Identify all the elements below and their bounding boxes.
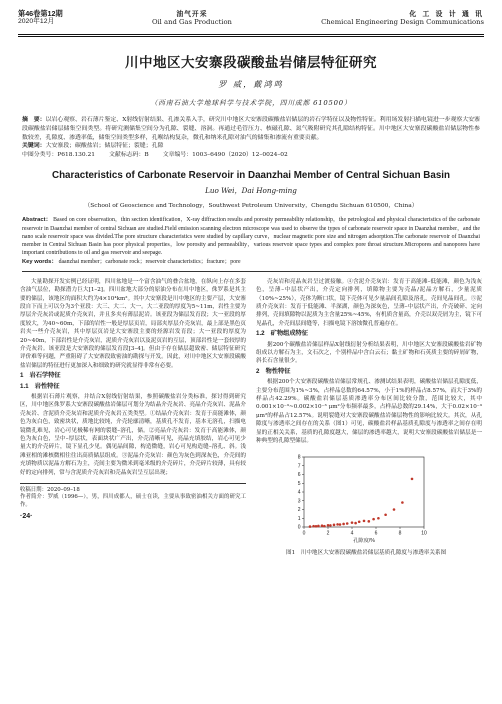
section-2-paragraph: 根据200个大安寨段碳酸盐岩储层常规孔、渗测试结果表明，碳酸盐岩储层孔隙度低，主要分布范围为1%~3%，占样品总数的64.57%，小于1%的样品占8.57%，而大于3%的样品占42.29%。碳酸盐岩储层基质渗透率分布区间比较分散，范围比较大，其中0.001×10⁻³~0.002×10⁻³ μm²分布频率最多，占样品总数的29.14%，大于0.02×10⁻³ μm²的样品占12.57%。说明裂缝对大安寨段碳酸盐岩储层物性的影响比较大。其次，从孔隙度与渗透率之间存在的关系（图1）可见，碳酸盐岩样品基质孔隙度与渗透率之间存在明显的正相关关系，基质的孔隙度越大，储层的渗透率越大，说明大安寨段碳酸盐岩储层是一种典型的孔隙型储层。 xyxy=(256,379,482,445)
chart-points xyxy=(309,478,414,528)
data-point xyxy=(321,525,324,528)
data-point xyxy=(372,518,375,521)
abstract-en-text: Based on core observation，thin section identification，X-ray diffraction results and porosity permeability relationship，the petrological and physical characteristics of the carbonate reservoir in Daanzhai member of central Sichuan are studied.Field emission scanning electron microscope was used to observe the types of carbonate reservoir space in Daanzhai member，and the nano scale reservoir space was divided.The pore structure characteristics were studied by capillary curve，nuclear magnetic pore size and nitrogen adsorption.The carbonate reservoir of Daanzhai member in Central Sichuan Basin has poor physical properties，low porosity and permeability，various reservoir space types and complex pore throat structure.Micropores and nanopores have important contributions to oil and gas reservoir and seepage. xyxy=(22,217,480,257)
porosity-permeability-chart xyxy=(286,451,436,543)
data-point xyxy=(336,523,339,526)
section-2-heading: 2 物性特征 xyxy=(256,367,291,375)
header-left xyxy=(18,10,63,26)
data-point xyxy=(333,524,336,527)
volume-issue: 第46卷第12期 xyxy=(18,9,63,18)
section-1-heading: 1 岩石学特征 xyxy=(20,372,61,380)
paper-title-en: Characteristics of Carbonate Reservoir in Daanzhai Member of Central Sichuan Basin xyxy=(52,169,450,181)
clc-number: 中图分类号：P618.130.21 xyxy=(22,152,96,159)
data-point xyxy=(351,522,354,525)
affiliation-en: （School of Geoscience and Technology，Southwest Petroleum University，Chengdu Sichuan 610500，China） xyxy=(84,203,418,210)
plot-frame xyxy=(304,457,424,527)
data-point xyxy=(329,525,332,528)
y-tick-label: 6 xyxy=(297,472,301,479)
keywords-cn-text: 大安寨段；碳酸盐岩；储层特征；裂缝；孔隙 xyxy=(45,143,164,150)
received-date: 收稿日期：2020–09–18 xyxy=(20,487,80,494)
body-columns xyxy=(18,278,484,558)
abstract-cn-text: 以岩心观察、岩石薄片鉴定、X射线衍射结果、孔渗关系入手，研究川中地区大安寨段碳酸盐岩储层的岩石学特征以及物性特征。利用场发射扫描电镜进一步观察大安寨段碳酸盐岩储层储集空间类型。将研究测储集空间分为孔隙、裂缝、溶洞。再通过毛管压力、核磁孔隙、氮气吸附研究其孔隙结构特征。川中地区大安寨段碳酸盐岩储层物性参数较差，孔隙度、渗透率低，储集空间类型多样，孔喉结构复杂，微孔和纳米孔隙对油气的储集和渗流有重要贡献。 xyxy=(22,117,480,141)
x-tick-label: 8 xyxy=(398,530,402,537)
y-tick-label: 4 xyxy=(297,490,301,497)
figure-caption: 图1 川中地区大安寨段碳酸盐岩储层基质孔隙度与渗透率关系图 xyxy=(286,549,447,556)
author-bio: 作者简介：罗威（1996—），男，四川成都人，硕士在读，主要从事致密油相关方面的研究工作。 xyxy=(20,494,246,508)
footnote xyxy=(20,483,246,509)
data-point xyxy=(346,523,349,526)
page-number: ·24· xyxy=(20,513,33,521)
affiliation-cn: （西南石油大学地球科学与技术学院，四川成都 610500） xyxy=(150,99,352,107)
y-tick-label: 0 xyxy=(297,525,301,532)
continued-paragraph: 壳灰岩和亮晶灰岩呈过渡接触。④含泥介壳灰岩：发育于高能滩–低能滩，颜色为浅灰色，呈薄–中层状产出，介壳定向排列，填隙物主要为壳晶/泥晶方解石，少量泥质（10%~25%），壳体为断口状，镜下壳体可见少量晶间孔隙及溶孔，壳间见晶间孔。⑤泥质介壳灰岩：发育于低能滩、半深湖，颜色为深灰色，呈薄–中层状产出，介壳破碎、定向排列，壳间填隙物以泥质为主含量25%~45%，有机质含量高，介壳以双壳屑为主，镜下可见晶孔，介壳间层间缝等，扫描电镜下溶蚀微孔普遍存在。 xyxy=(256,278,482,327)
y-tick-label: 2 xyxy=(297,507,301,514)
section-1-1-paragraph: 根据岩石薄片观察，并结合X射线衍射结果，参照碳酸盐岩分类标准，探讨得到研究区，川中地区侏罗系大安寨段碳酸盐岩储层可划分为结晶介壳灰岩、亮晶介壳灰岩、泥晶介壳灰岩、含泥质介壳灰岩和泥质介壳灰岩五类类型。①结晶介壳灰岩：发育于高能滩体，颜色为灰白色，致密块状，质地比较纯，介壳轮廓清晰，基质孔不发育，基本无溶孔，扫描电镜微孔难见，岩心可见极稀有网的裂缝–溶孔，储。②亮晶介壳灰岩：发育于高能滩体，颜色为灰白色，呈中–厚层状，表面块状广产出，介壳清晰可见，亮晶充填胶结，岩心可见少量大的介壳碎片，镜下显孔少见。偶见晶间隙，构造微缝，岩心可见构造缝–溶孔、斜。浅滩亚相的滩核微相往往出高质储层组成。③泥晶介壳灰岩：颜色为灰色到深灰色，介壳间的充填物质以泥晶方解石为主，壳间主要为微米到毫米级的介壳碎片，介壳碎片较薄，具有较好的定向排列，常与含泥质介壳灰岩和壳晶灰岩呈互层出现； xyxy=(20,393,246,476)
chart-axes xyxy=(298,455,427,543)
keywords-cn-label: 关键词： xyxy=(22,143,46,150)
figure-1 xyxy=(286,451,482,557)
paper-title-cn: 川中地区大安寨段碳酸盐岩储层特征研究 xyxy=(125,55,377,71)
header-center xyxy=(152,10,232,26)
section-1-1-heading: 1.1 岩性特征 xyxy=(20,382,60,390)
x-tick-label: 0 xyxy=(302,530,306,537)
data-point xyxy=(377,517,380,520)
data-point xyxy=(312,525,315,528)
abstract-cn xyxy=(18,116,484,142)
authors-en: Luo Wei，Dai Hong-ming xyxy=(205,186,297,196)
keywords-cn xyxy=(18,142,484,151)
keywords-en-label: Key words： xyxy=(22,258,58,265)
data-point xyxy=(315,525,318,528)
y-tick-label: 7 xyxy=(297,463,301,470)
right-column xyxy=(256,278,482,558)
section-1-2-paragraph: 据200个碳酸盐岩储层样品X射线衍射分析结果表明，川中地区大安寨段碳酸盐岩矿物组成以方解石为主，文石次之，个别样品中含白云石；黏土矿物和石英质主要的碎屑矿物，斜长石含量很少。 xyxy=(256,341,482,365)
classification-row xyxy=(18,151,484,160)
data-point xyxy=(339,524,342,527)
data-point xyxy=(317,525,320,528)
y-tick-label: 5 xyxy=(297,481,301,488)
y-tick-label: 1 xyxy=(297,516,301,523)
column-name-cn: 油气开采 xyxy=(176,10,208,18)
data-point xyxy=(342,523,345,526)
x-tick-label: 6 xyxy=(374,530,378,537)
running-header xyxy=(18,10,484,32)
data-point xyxy=(309,526,312,529)
header-right xyxy=(321,10,484,26)
data-point xyxy=(323,525,326,528)
abstract-en-label: Abstract： xyxy=(22,217,52,224)
header-rule-thin xyxy=(18,36,484,37)
x-tick-label: 10 xyxy=(421,530,427,537)
header-rule xyxy=(18,34,484,35)
intro-paragraph: 大量勘探开发实例已经证明，四川盆地是一个富含油气的叠合盆地，在纵向上存在多套含油气层位，勘探潜力巨大[1–2]。四川盆地大部分的原油分布在川中地区，侏罗系是其主要的储层，该地区的面积大约为4×10⁴km²。其中大安寨段是川中地区的主要产层，大安寨段自下而上可以分为3个亚段：大三、大二、大一。大二亚段的厚度为5~11m，岩性主要为厚层介壳灰岩或泥质介壳灰岩，并且多夹有薄层泥岩。该亚段为储层发育段；大一亚段的厚度较大，为40~60m，下部的岩性一般是厚层页岩，局部夹厚层介壳灰岩，最上部是黑色页岩夹一些介壳灰岩，其中厚层页岩是大安寨段主要的烃源岩发育段；大一亚段的厚度为20~40m，下部岩性是介壳灰岩，泥质介壳灰岩以及泥页岩的互层，顶部岩性是一套较厚的介壳灰岩。该亚段是大安寨段的储层发育段[3–4]。但由于存在储层超致密、储层特征研究评价难等问题，严重阻碍了大安寨段致密油的勘探与开发。因此，对川中地区大安寨段碳酸盐岩储层的特征进行更加深入和细致的研究就显得非常有必要。 xyxy=(20,278,246,369)
data-point xyxy=(363,520,366,523)
data-point xyxy=(384,514,387,517)
document-code: 文献标志码：B xyxy=(109,152,149,159)
x-tick-label: 2 xyxy=(326,530,330,537)
abstract-cn-label: 摘 要： xyxy=(22,117,46,123)
journal-name-cn: 化 工 设 计 通 讯 xyxy=(409,10,484,18)
article-number: 文章编号：1003–6490（2020）12–0024–02 xyxy=(162,152,288,159)
authors-cn: 罗 威，戴鸿鸣 xyxy=(218,79,284,89)
data-point xyxy=(401,502,404,505)
journal-name-en: Chemical Engineering Design Communications xyxy=(321,18,484,26)
data-point xyxy=(354,522,357,525)
paper-page xyxy=(18,10,484,700)
keywords-en xyxy=(18,258,484,266)
data-point xyxy=(393,509,396,512)
y-tick-label: 3 xyxy=(297,498,301,505)
x-tick-label: 4 xyxy=(350,530,354,537)
section-1-2-heading: 1.2 矿物组成特征 xyxy=(256,330,308,338)
data-point xyxy=(327,524,330,527)
data-point xyxy=(358,521,361,524)
issue-date: 2020年12月 xyxy=(18,18,55,25)
data-point xyxy=(411,478,414,481)
y-tick-label: 8 xyxy=(297,455,301,462)
data-point xyxy=(368,520,371,523)
x-axis-label: 孔隙度/% xyxy=(353,538,375,544)
abstract-en xyxy=(18,216,484,257)
abstract-separator xyxy=(22,271,480,272)
column-name-en: Oil and Gas Production xyxy=(151,18,232,26)
keywords-en-text: daanzhai member；carbonate rock；reservoir characteristics；fracture；pore xyxy=(58,258,241,265)
left-column xyxy=(20,278,246,558)
